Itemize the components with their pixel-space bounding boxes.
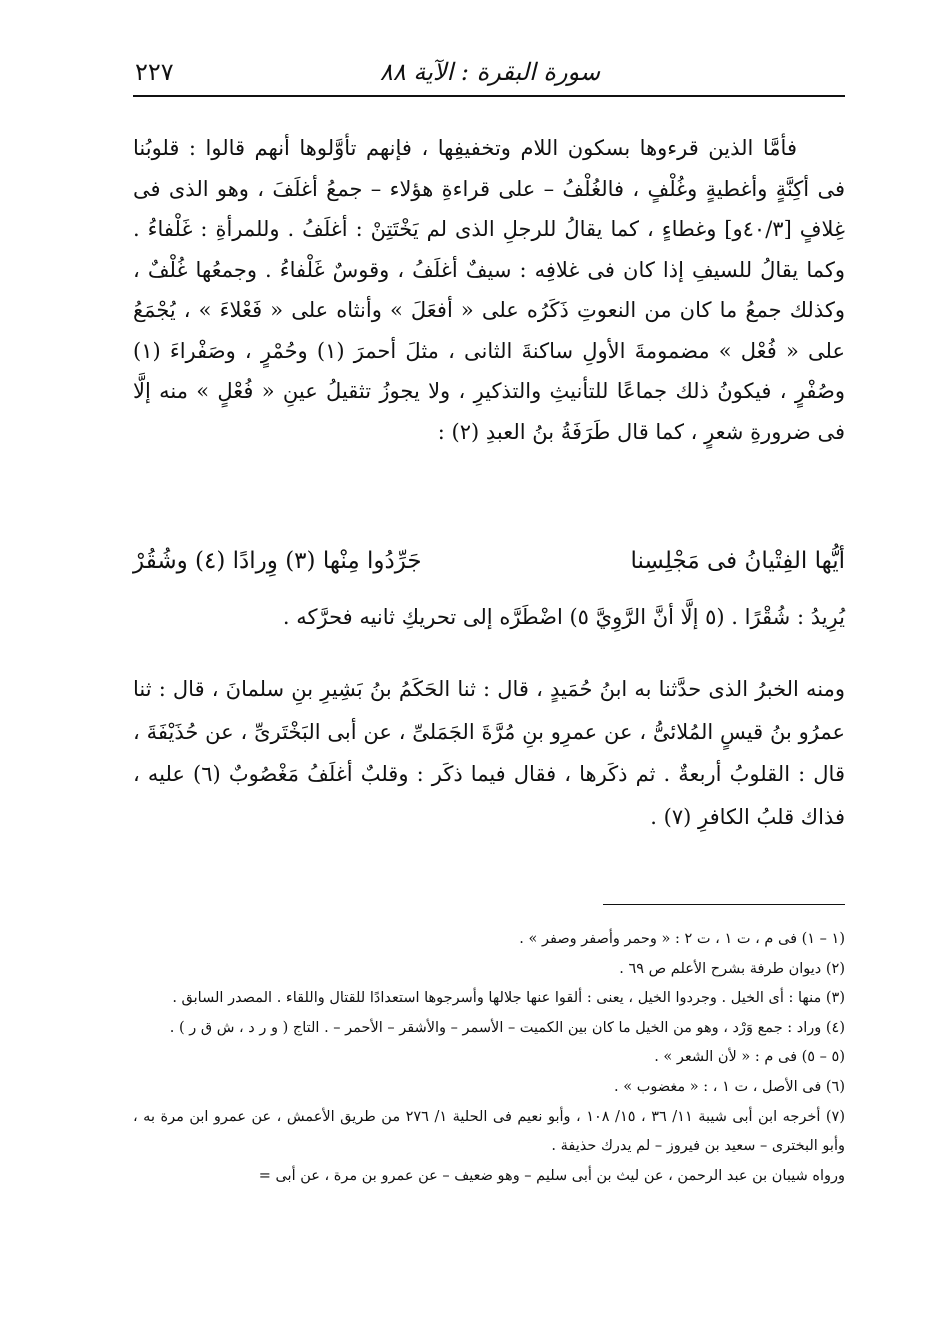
footnote-separator (603, 904, 845, 905)
paragraph-1: فأمَّا الذين قرءوها بسكون اللام وتخفيفِها ، فإنهم تأوَّلوها أنهم قالوا : قلوبُنا فى أكِنَّةٍ وأغطيةٍ وغُلْفٍ ، فالغُلْفُ – على قراءةِ هؤلاء – جمعُ أغلَفَ ، وهو الذى فى غِلافٍ [٤٠/٣و] وغطاءٍ ، كما يقالُ للرجلِ الذى لم يَخْتَتِنْ : أغلَفُ . وللمرأةِ : غَلْفاءُ . وكما يقالُ للسيفِ إذا كان فى غلافِه : سيفٌ أغلَفُ ، وقوسٌ غَلْفاءُ . وجمعُها غُلْفٌ ، وكذلك جمعُ ما كان من النعوتِ ذَكَرُه على « أفعَلَ » وأنثاه على « فَعْلاءَ » ، يُجْمَعُ على « فُعْل » مضمومةَ الأولِ ساكنةَ الثانى ، مثلَ أحمرَ (١) وحُمْرٍ ، وصَفْراءَ (١) وصُفْرٍ ، فيكونُ ذلك جماعًا للتأنيثِ والتذكيرِ ، ولا يجوزُ تثقيلُ عينِ « فُعْلٍ » منه إلَّا فى ضرورةِ شعرٍ ، كما قال طَرَفَةُ بنُ العبدِ (٢) : (133, 136, 845, 444)
running-title: سورة البقرة : الآية ٨٨ (379, 58, 601, 86)
main-text-continued (133, 668, 845, 838)
footnote-4: (٤) وراد : جمع وَرْد ، وهو من الخيل ما كان بين الكميت – الأسمر – والأشقر – الأحمر – . التاج ( و ر د ، ش ق ر ) . (169, 1019, 845, 1036)
footnote-2: (٢) ديوان طرفة بشرح الأعلم ص ٦٩ . (619, 960, 845, 977)
paragraph-2: ومنه الخبرُ الذى حدَّثنا به ابنُ حُمَيدٍ ، قال : ثنا الحَكَمُ بنُ بَشِيرِ بنِ سلمانَ ، قال : ثنا عمرُو بنُ قيسٍ المُلائىُّ ، عن عمرِو بنِ مُرَّةَ الجَمَلىِّ ، عن أبى البَخْتَرىِّ ، عن حُذَيْفَةَ ، قال : القلوبُ أربعةٌ . ثم ذكَرها ، فقال فيما ذكَر : وقلبٌ أغلَفُ مَغْصُوبٌ (٦) عليه ، فذاك قلبُ الكافرِ (٧) . (133, 677, 845, 829)
footnote-7-continued: ورواه شيبان بن عبد الرحمن ، عن ليث بن أبى سليم – وهو ضعيف – عن عمرو بن مرة ، عن أبى = (258, 1167, 845, 1184)
verse-hemistich-2: جَرِّدُوا مِنْها (٣) وِرادًا (٤) وشُقُرْ (133, 548, 422, 574)
after-verse-line: يُرِيدُ : شُقْرًا . (٥ إلَّا أنَّ الرَّوِيَّ ٥) اضْطَرَّه إلى تحريكِ ثانيه فحرَّكه . (282, 605, 845, 629)
footnote-5: (٥ – ٥) فى م : « لأن الشعر » . (654, 1049, 845, 1066)
header-rule (133, 95, 845, 97)
footnote-1: (١ – ١) فى م ، ت ١ ، ت ٢ : « وحمر وأصفر وصفر » . (519, 931, 845, 947)
footnotes (133, 925, 845, 1191)
footnote-6: (٦) فى الأصل ، ت ١ ، : « مغضوب » . (614, 1078, 845, 1095)
verse-hemistich-1: أيُّها الفِتْيانُ فى مَجْلِسِنا (630, 548, 845, 574)
footnote-7: (٧) أخرجه ابن أبى شيبة ١١/ ٣٦ ، ١٥/ ١٠٨ ، وأبو نعيم فى الحلية ١/ ٢٧٦ من طريق الأعمش ، عن عمرو ابن مرة به ، وأبو البخترى – سعيد بن فيروز – لم يدرك حذيفة . (133, 1108, 846, 1155)
page-number: ٢٢٧ (135, 58, 174, 86)
footnote-3: (٣) منها : أى الخيل . وجردوا الخيل ، يعنى : ألقوا عنها جلالها وأسرجوها استعدادًا للقتال واللقاء . المصدر السابق . (172, 990, 845, 1007)
main-text (133, 128, 845, 452)
verse-explanation (133, 597, 845, 638)
page-header (135, 52, 845, 92)
poetry-verse (133, 548, 845, 584)
